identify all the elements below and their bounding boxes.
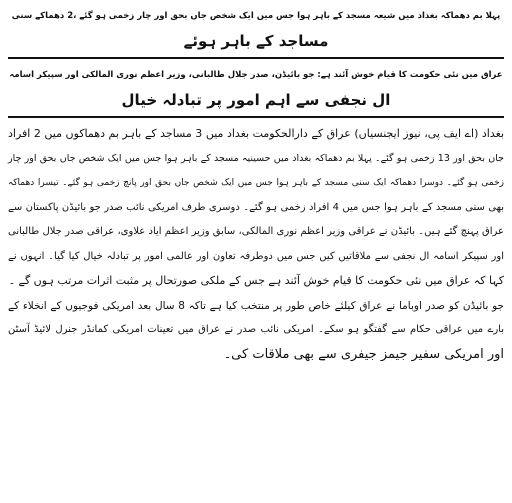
body-line: عراق پہنچ گئے ہیں۔ بائیڈن نے عراقی وزیر اعظم نوری المالکی، سابق وزیر اعظم ایاد علاوی، عراقی صدر جلال طالبانی: [8, 226, 504, 237]
body-line: جاں بحق اور 13 زخمی ہو گئے۔ پہلا بم دھماکہ بغداد میں حسینیہ مسجد کے باہر ہوا جس میں ایک شخص جاں بحق اور چار: [8, 152, 504, 164]
body-line: بھی سنی مسجد کے باہر ہوا جس میں 4 افراد زخمی ہو گئے۔ دوسری طرف امریکی نائب صدر جو بائیڈن پاکستان سے: [8, 201, 505, 213]
body-line: زخمی ہو گئے۔ دوسرا دھماکہ ایک سنی مسجد کے باہر ہوا جس میں ایک شخص جاں بحق اور پانچ زخمی ہو گئے۔ تیسرا دھماکہ: [8, 178, 504, 188]
body-line: جو بائیڈن کو صدر اوباما نے عراق کیلئے خاص طور پر منتخب کیا ہے تاکہ 8 سال بعد امریکی فوجیوں کے انخلاء کے: [8, 299, 504, 312]
article-body: [8, 122, 504, 367]
article-subheadline: [8, 63, 504, 113]
body-line: اور امریکی سفیر جیمز جیفری سے بھی ملاقات کی۔: [223, 346, 504, 362]
body-line: اور سپیکر اسامہ ال نجفی سے ملاقاتیں کیں جس میں دوطرفہ تعاون اور عالمی امور پر تبادلہ خیال کیا گیا۔ انہوں نے: [8, 250, 504, 262]
divider-rule: [8, 57, 504, 59]
headline-line: مساجد کے باہر ہوئے: [183, 32, 329, 50]
article-headline: [8, 4, 504, 54]
subheadline-line: عراق میں نئی حکومت کا قیام خوش آئند ہے: جو بائیڈن، صدر جلال طالبانی، وزیر اعظم نوری المالکی اور سپیکر اسامہ: [9, 70, 503, 80]
body-line: کہا کہ عراق میں نئی حکومت کا قیام خوش آئند ہے جس کے ملکی صورتحال پر مثبت اثرات مرتب ہوں گے ۔: [8, 274, 504, 287]
headline-line: پہلا بم دھماکہ بغداد میں شیعہ مسجد کے باہر ہوا جس میں ایک شخص جاں بحق اور چار زخمی ہو گئے ،2 دھماکے سنی: [11, 11, 501, 21]
body-line: بارے میں عراقی حکام سے گفتگو ہو سکے۔ امریکی نائب صدر نے عراق میں تعینات امریکی کمانڈر جنرل لائیڈ آسٹن: [8, 324, 504, 335]
divider-rule: [8, 116, 504, 118]
subheadline-line: ال نجفی سے اہم امور پر تبادلہ خیال: [121, 91, 391, 109]
body-line: بغداد (اے ایف پی، نیوز ایجنسیاں) عراق کے دارالحکومت بغداد میں 3 مساجد کے باہر بم دھماکوں میں 2 افراد: [8, 127, 505, 140]
